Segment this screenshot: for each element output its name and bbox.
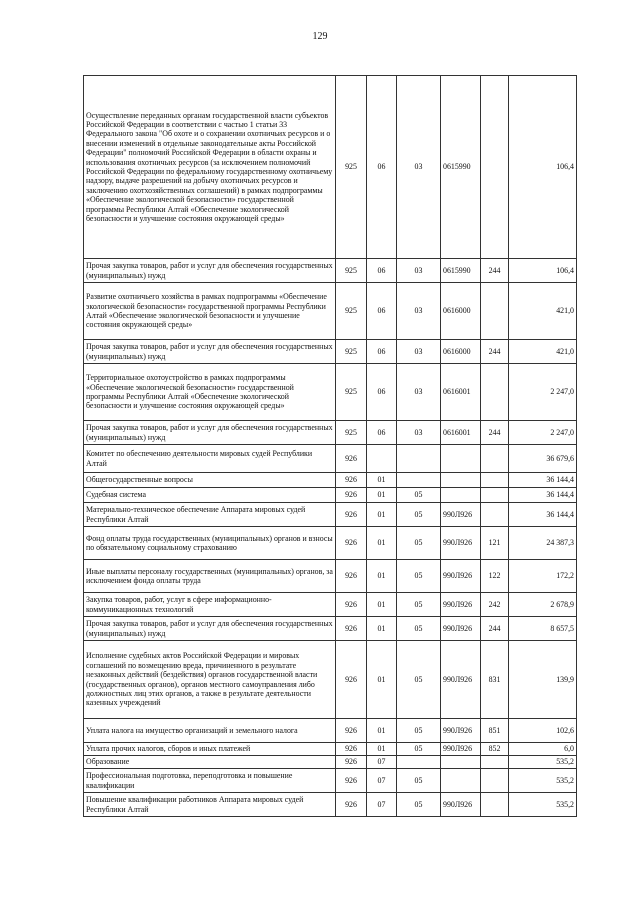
row-grbs-code: 926 bbox=[336, 593, 367, 617]
row-description: Уплата налога на имущество организаций и земельного налога bbox=[84, 719, 336, 743]
row-expense-type-code: 851 bbox=[481, 719, 509, 743]
row-amount: 535,2 bbox=[509, 756, 577, 769]
row-grbs-code: 925 bbox=[336, 76, 367, 259]
row-target-article-code bbox=[441, 445, 481, 473]
row-section-code: 01 bbox=[367, 617, 397, 641]
row-amount: 421,0 bbox=[509, 340, 577, 364]
row-description: Прочая закупка товаров, работ и услуг для обеспечения государственных (муниципальных) нужд bbox=[84, 421, 336, 445]
row-amount: 421,0 bbox=[509, 283, 577, 340]
row-grbs-code: 926 bbox=[336, 769, 367, 793]
row-amount: 36 144,4 bbox=[509, 488, 577, 503]
row-section-code: 06 bbox=[367, 421, 397, 445]
row-grbs-code: 925 bbox=[336, 340, 367, 364]
table-row bbox=[84, 421, 577, 445]
row-subsection-code: 03 bbox=[397, 76, 441, 259]
row-target-article-code: 990Л926 bbox=[441, 527, 481, 560]
row-expense-type-code bbox=[481, 769, 509, 793]
row-description: Материально-техническое обеспечение Аппарата мировых судей Республики Алтай bbox=[84, 503, 336, 527]
row-expense-type-code bbox=[481, 488, 509, 503]
row-description: Осуществление переданных органам государственной власти субъектов Российской Федерации в соответствии с частью 1 статьи 33 Федерального закона "Об охоте и о сохранении охотничьих ресурсов и о внесении изменений в отдельные законодательные акты Российской Федерации" полномочий Российской Федерации в области охраны и использования охотничьих ресурсов (за исключением полномочий Российской Федерации по федеральному государственному охотничьему надзору, выдаче разрешений на добычу охотничьих ресурсов и заключению охотхозяйственных соглашений) в рамках подпрограммы «Обеспечение экологической безопасности» государственной программы Республики Алтай «Обеспечение экологической безопасности и улучшение состояния окружающей среды» bbox=[84, 76, 336, 259]
row-description: Прочая закупка товаров, работ и услуг для обеспечения государственных (муниципальных) нужд bbox=[84, 617, 336, 641]
row-grbs-code: 926 bbox=[336, 641, 367, 719]
row-expense-type-code bbox=[481, 793, 509, 817]
row-grbs-code: 925 bbox=[336, 421, 367, 445]
row-target-article-code bbox=[441, 473, 481, 488]
row-expense-type-code bbox=[481, 76, 509, 259]
row-target-article-code: 990Л926 bbox=[441, 593, 481, 617]
row-target-article-code: 0616000 bbox=[441, 283, 481, 340]
row-target-article-code: 990Л926 bbox=[441, 641, 481, 719]
row-amount: 102,6 bbox=[509, 719, 577, 743]
row-section-code bbox=[367, 445, 397, 473]
row-description: Территориальное охотоустройство в рамках подпрограммы «Обеспечение экологической безопасности» государственной программы Республики Алтай «Обеспечение экологической безопасности и улучшение состояния окружающей среды» bbox=[84, 364, 336, 421]
row-target-article-code: 990Л926 bbox=[441, 617, 481, 641]
budget-table-body bbox=[84, 76, 577, 817]
row-section-code: 01 bbox=[367, 560, 397, 593]
row-description: Уплата прочих налогов, сборов и иных платежей bbox=[84, 743, 336, 756]
row-subsection-code: 05 bbox=[397, 527, 441, 560]
row-grbs-code: 925 bbox=[336, 364, 367, 421]
row-amount: 2 678,9 bbox=[509, 593, 577, 617]
row-grbs-code: 925 bbox=[336, 283, 367, 340]
row-description: Образование bbox=[84, 756, 336, 769]
row-section-code: 07 bbox=[367, 756, 397, 769]
row-subsection-code: 03 bbox=[397, 421, 441, 445]
row-description: Общегосударственные вопросы bbox=[84, 473, 336, 488]
table-row bbox=[84, 756, 577, 769]
row-expense-type-code bbox=[481, 445, 509, 473]
table-row bbox=[84, 593, 577, 617]
row-amount: 24 387,3 bbox=[509, 527, 577, 560]
row-description: Прочая закупка товаров, работ и услуг для обеспечения государственных (муниципальных) нужд bbox=[84, 259, 336, 283]
row-description: Иные выплаты персоналу государственных (муниципальных) органов, за исключением фонда оплаты труда bbox=[84, 560, 336, 593]
row-target-article-code: 990Л926 bbox=[441, 719, 481, 743]
row-amount: 36 679,6 bbox=[509, 445, 577, 473]
row-amount: 6,0 bbox=[509, 743, 577, 756]
row-amount: 2 247,0 bbox=[509, 421, 577, 445]
row-description: Комитет по обеспечению деятельности мировых судей Республики Алтай bbox=[84, 445, 336, 473]
row-section-code: 07 bbox=[367, 793, 397, 817]
row-description: Фонд оплаты труда государственных (муниципальных) органов и взносы по обязательному социальному страхованию bbox=[84, 527, 336, 560]
row-target-article-code: 990Л926 bbox=[441, 560, 481, 593]
table-row bbox=[84, 560, 577, 593]
row-description: Профессиональная подготовка, переподготовка и повышение квалификации bbox=[84, 769, 336, 793]
row-grbs-code: 926 bbox=[336, 743, 367, 756]
row-expense-type-code: 244 bbox=[481, 421, 509, 445]
row-subsection-code: 05 bbox=[397, 503, 441, 527]
row-description: Закупка товаров, работ, услуг в сфере информационно-коммуникационных технологий bbox=[84, 593, 336, 617]
row-section-code: 07 bbox=[367, 769, 397, 793]
row-section-code: 06 bbox=[367, 364, 397, 421]
row-amount: 535,2 bbox=[509, 769, 577, 793]
table-row bbox=[84, 527, 577, 560]
row-expense-type-code bbox=[481, 364, 509, 421]
row-section-code: 06 bbox=[367, 76, 397, 259]
row-grbs-code: 926 bbox=[336, 756, 367, 769]
row-amount: 139,9 bbox=[509, 641, 577, 719]
row-subsection-code: 05 bbox=[397, 769, 441, 793]
row-target-article-code: 0616000 bbox=[441, 340, 481, 364]
row-expense-type-code: 831 bbox=[481, 641, 509, 719]
row-target-article-code: 0615990 bbox=[441, 259, 481, 283]
row-expense-type-code bbox=[481, 473, 509, 488]
row-expense-type-code: 244 bbox=[481, 259, 509, 283]
row-amount: 2 247,0 bbox=[509, 364, 577, 421]
row-section-code: 01 bbox=[367, 473, 397, 488]
table-row bbox=[84, 488, 577, 503]
row-section-code: 01 bbox=[367, 743, 397, 756]
table-row bbox=[84, 283, 577, 340]
row-target-article-code: 990Л926 bbox=[441, 793, 481, 817]
row-subsection-code: 05 bbox=[397, 593, 441, 617]
row-subsection-code: 05 bbox=[397, 488, 441, 503]
page-number: 129 bbox=[312, 31, 328, 42]
row-grbs-code: 926 bbox=[336, 527, 367, 560]
row-target-article-code bbox=[441, 769, 481, 793]
row-grbs-code: 925 bbox=[336, 259, 367, 283]
row-target-article-code: 990Л926 bbox=[441, 503, 481, 527]
budget-table bbox=[83, 75, 577, 817]
row-subsection-code bbox=[397, 445, 441, 473]
table-row bbox=[84, 76, 577, 259]
row-subsection-code: 05 bbox=[397, 641, 441, 719]
table-row bbox=[84, 364, 577, 421]
row-target-article-code bbox=[441, 756, 481, 769]
row-grbs-code: 926 bbox=[336, 445, 367, 473]
row-description: Исполнение судебных актов Российской Федерации и мировых соглашений по возмещению вреда, причиненного в результате незаконных действий (бездействия) органов государственной власти (государственных органов), органов местного самоуправления либо должностных лиц этих органов, а также в результате деятельности казенных учреждений bbox=[84, 641, 336, 719]
row-subsection-code: 03 bbox=[397, 340, 441, 364]
table-row bbox=[84, 743, 577, 756]
row-expense-type-code bbox=[481, 283, 509, 340]
row-section-code: 01 bbox=[367, 527, 397, 560]
table-row bbox=[84, 473, 577, 488]
table-row bbox=[84, 793, 577, 817]
row-expense-type-code bbox=[481, 756, 509, 769]
row-target-article-code: 0616001 bbox=[441, 421, 481, 445]
row-amount: 106,4 bbox=[509, 76, 577, 259]
row-amount: 36 144,4 bbox=[509, 473, 577, 488]
row-section-code: 06 bbox=[367, 340, 397, 364]
row-amount: 36 144,4 bbox=[509, 503, 577, 527]
row-amount: 172,2 bbox=[509, 560, 577, 593]
row-subsection-code: 05 bbox=[397, 617, 441, 641]
table-row bbox=[84, 641, 577, 719]
row-expense-type-code: 852 bbox=[481, 743, 509, 756]
row-subsection-code: 05 bbox=[397, 793, 441, 817]
row-amount: 106,4 bbox=[509, 259, 577, 283]
row-grbs-code: 926 bbox=[336, 617, 367, 641]
row-grbs-code: 926 bbox=[336, 503, 367, 527]
table-row bbox=[84, 445, 577, 473]
table-row bbox=[84, 769, 577, 793]
row-expense-type-code bbox=[481, 503, 509, 527]
row-grbs-code: 926 bbox=[336, 560, 367, 593]
row-section-code: 01 bbox=[367, 593, 397, 617]
row-description: Развитие охотничьего хозяйства в рамках подпрограммы «Обеспечение экологической безопасности» государственной программы Республики Алтай «Обеспечение экологической безопасности и улучшение состояния окружающей среды» bbox=[84, 283, 336, 340]
row-grbs-code: 926 bbox=[336, 473, 367, 488]
row-target-article-code: 990Л926 bbox=[441, 743, 481, 756]
row-subsection-code: 03 bbox=[397, 364, 441, 421]
row-description: Повышение квалификации работников Аппарата мировых судей Республики Алтай bbox=[84, 793, 336, 817]
row-subsection-code: 03 bbox=[397, 283, 441, 340]
row-subsection-code: 03 bbox=[397, 259, 441, 283]
row-target-article-code: 0616001 bbox=[441, 364, 481, 421]
row-grbs-code: 926 bbox=[336, 719, 367, 743]
row-section-code: 01 bbox=[367, 503, 397, 527]
row-target-article-code bbox=[441, 488, 481, 503]
row-expense-type-code: 242 bbox=[481, 593, 509, 617]
row-amount: 8 657,5 bbox=[509, 617, 577, 641]
row-subsection-code bbox=[397, 473, 441, 488]
row-expense-type-code: 244 bbox=[481, 617, 509, 641]
row-subsection-code: 05 bbox=[397, 743, 441, 756]
row-section-code: 06 bbox=[367, 283, 397, 340]
row-section-code: 01 bbox=[367, 488, 397, 503]
row-subsection-code bbox=[397, 756, 441, 769]
table-row bbox=[84, 617, 577, 641]
row-section-code: 06 bbox=[367, 259, 397, 283]
row-description: Прочая закупка товаров, работ и услуг для обеспечения государственных (муниципальных) нужд bbox=[84, 340, 336, 364]
row-grbs-code: 926 bbox=[336, 793, 367, 817]
row-section-code: 01 bbox=[367, 641, 397, 719]
table-row bbox=[84, 719, 577, 743]
row-subsection-code: 05 bbox=[397, 719, 441, 743]
table-row bbox=[84, 259, 577, 283]
table-row bbox=[84, 503, 577, 527]
row-target-article-code: 0615990 bbox=[441, 76, 481, 259]
row-expense-type-code: 121 bbox=[481, 527, 509, 560]
row-expense-type-code: 244 bbox=[481, 340, 509, 364]
row-grbs-code: 926 bbox=[336, 488, 367, 503]
row-section-code: 01 bbox=[367, 719, 397, 743]
row-description: Судебная система bbox=[84, 488, 336, 503]
row-amount: 535,2 bbox=[509, 793, 577, 817]
row-subsection-code: 05 bbox=[397, 560, 441, 593]
table-row bbox=[84, 340, 577, 364]
row-expense-type-code: 122 bbox=[481, 560, 509, 593]
